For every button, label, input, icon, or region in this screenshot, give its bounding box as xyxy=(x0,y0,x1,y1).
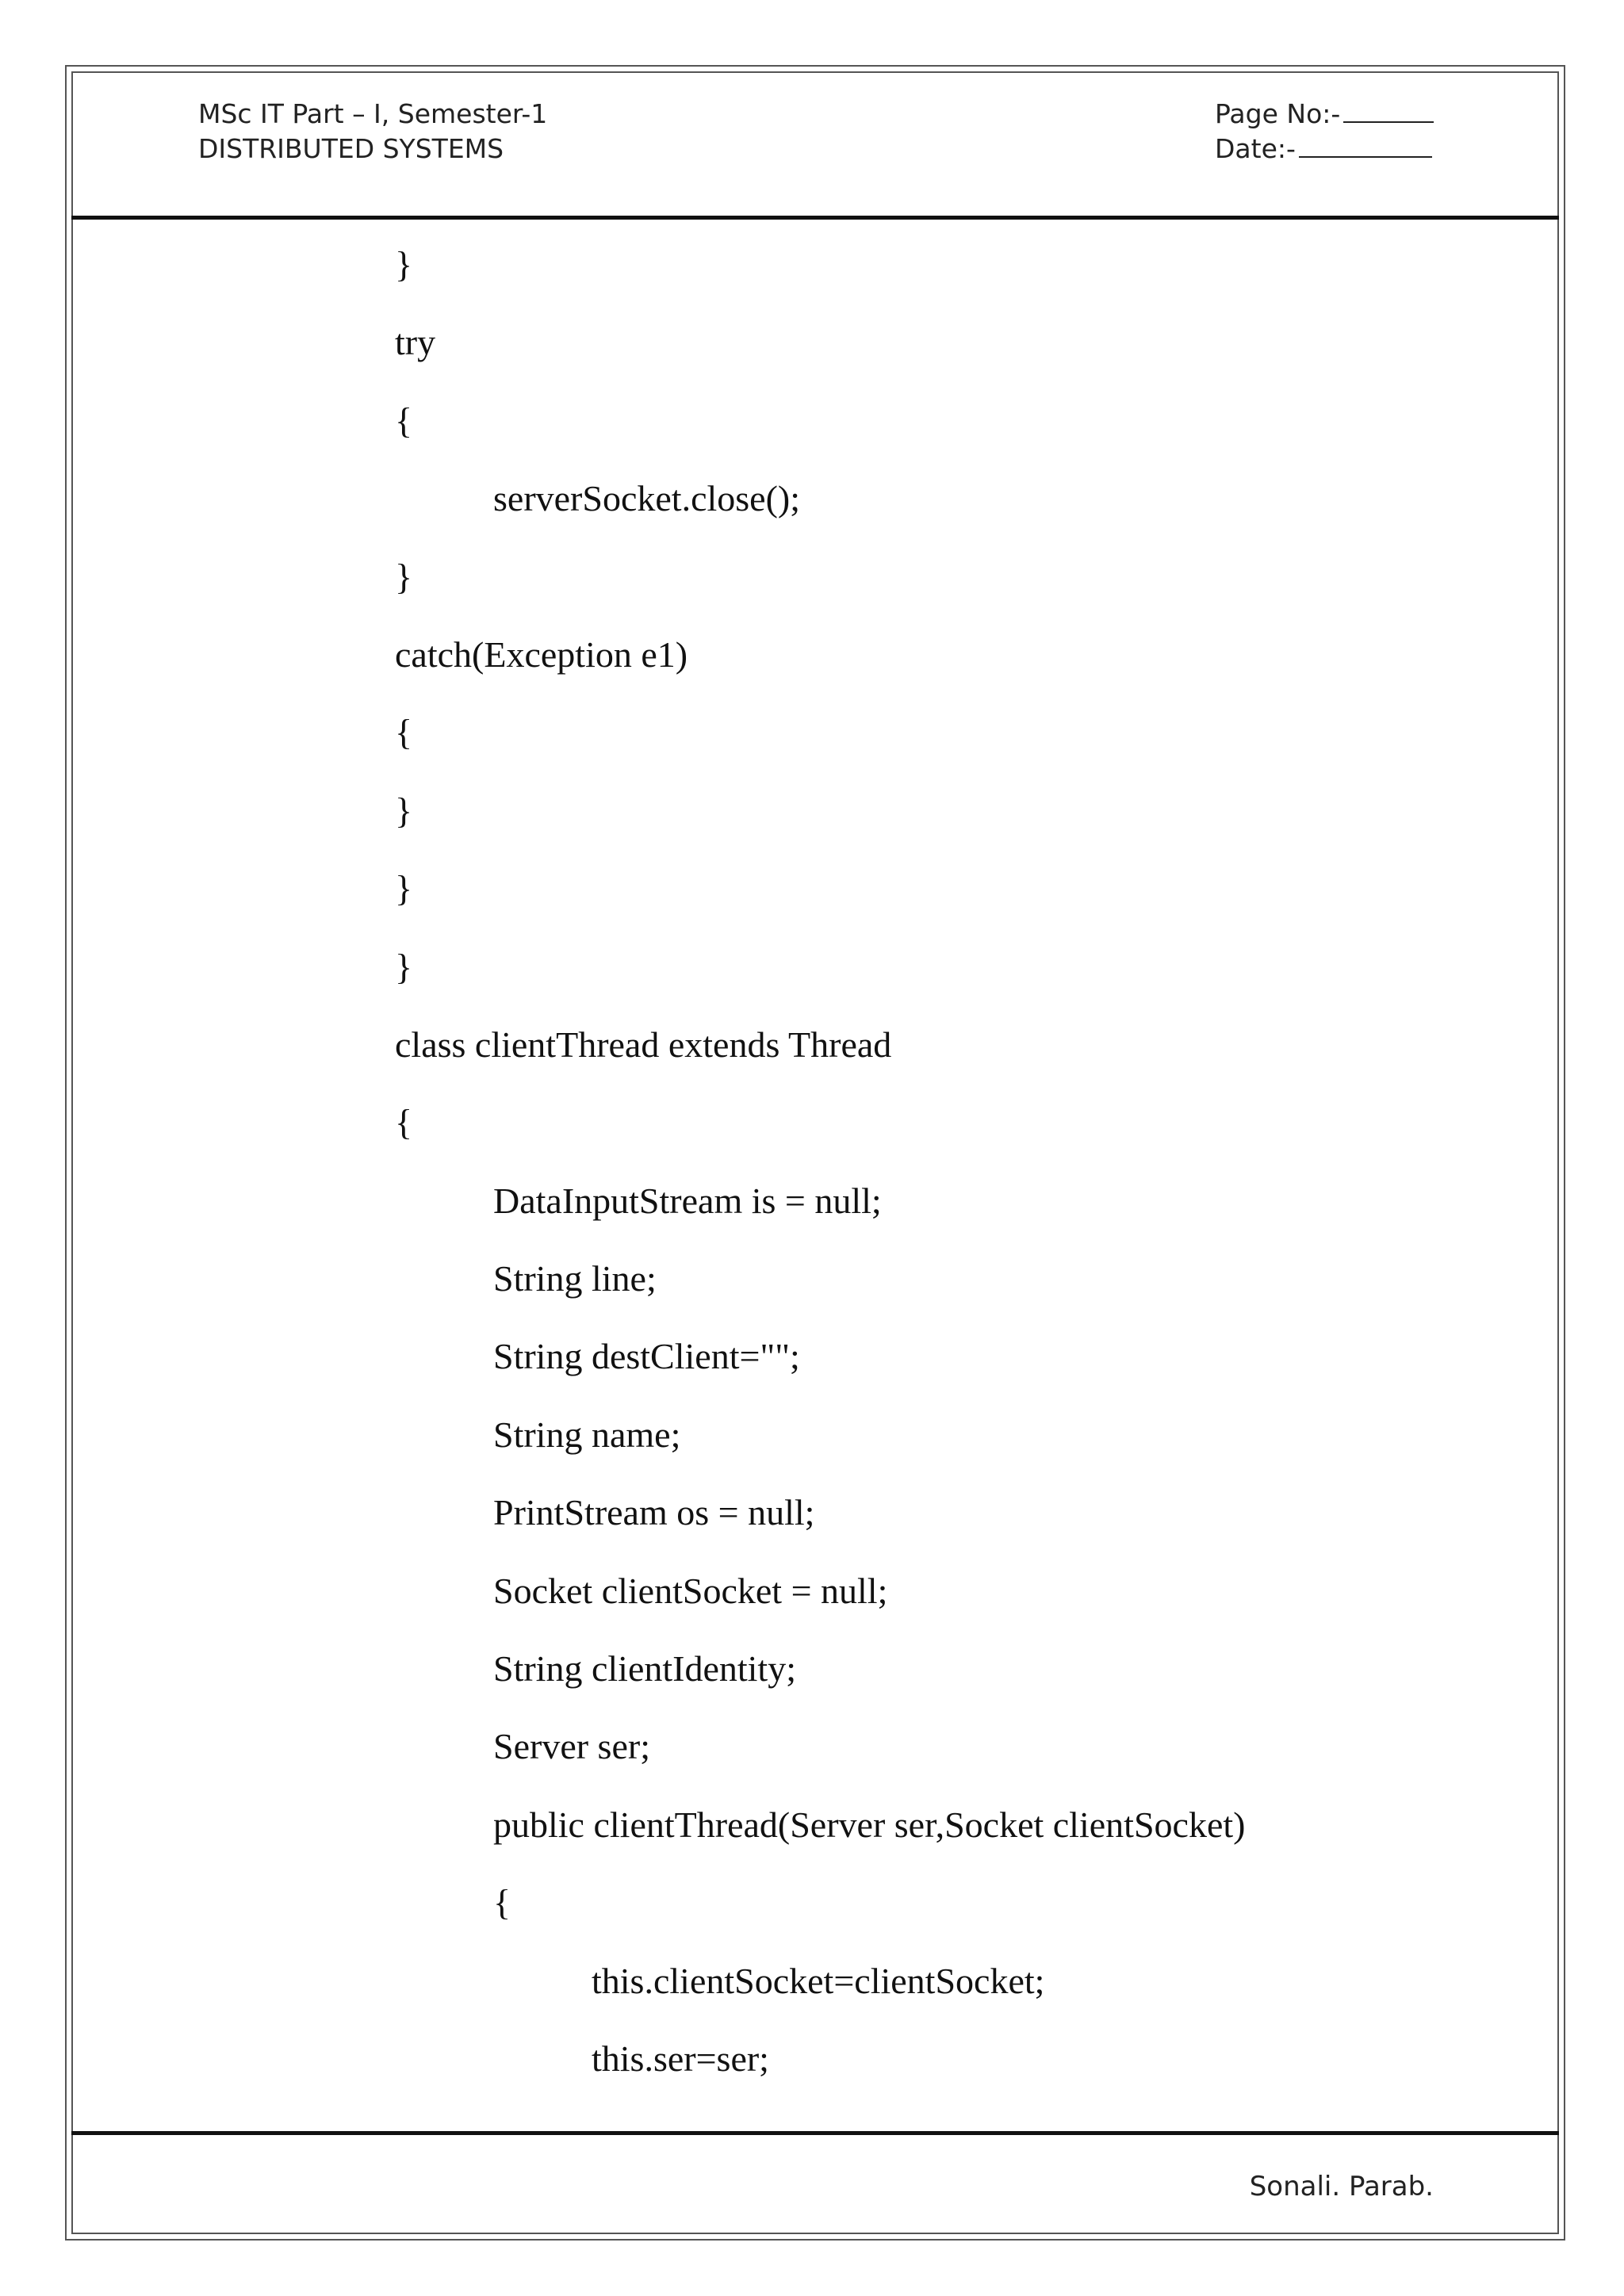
page-no-field xyxy=(1215,97,1434,132)
date-field xyxy=(1215,132,1434,166)
author-name: Sonali. Parab. xyxy=(1249,2171,1434,2202)
course-label: MSc IT Part – I, Semester-1 xyxy=(198,98,548,129)
code-line: { xyxy=(395,400,413,441)
code-line: catch(Exception e1) xyxy=(395,633,688,675)
code-line: DataInputStream is = null; xyxy=(493,1180,882,1221)
code-line: this.clientSocket=clientSocket; xyxy=(592,1960,1045,2001)
code-listing xyxy=(0,239,1624,2111)
code-line: String line; xyxy=(493,1258,657,1299)
date-blank xyxy=(1299,132,1432,158)
code-line: String clientIdentity; xyxy=(493,1648,796,1689)
page-no-blank xyxy=(1343,98,1434,123)
code-line: { xyxy=(395,1102,413,1143)
code-line: } xyxy=(395,556,413,597)
code-line: String destClient=""; xyxy=(493,1336,800,1377)
header-divider xyxy=(71,216,1559,220)
code-line: } xyxy=(395,868,413,909)
code-line: Server ser; xyxy=(493,1726,650,1767)
code-line: String name; xyxy=(493,1414,681,1455)
code-line: } xyxy=(395,790,413,831)
code-line: try xyxy=(395,322,436,363)
code-line: { xyxy=(395,712,413,753)
footer-divider xyxy=(71,2131,1559,2135)
code-line: Socket clientSocket = null; xyxy=(493,1570,888,1611)
code-line: PrintStream os = null; xyxy=(493,1492,815,1533)
code-line: this.ser=ser; xyxy=(592,2038,769,2079)
code-line: serverSocket.close(); xyxy=(493,478,801,519)
header-right xyxy=(1215,97,1434,166)
code-line: { xyxy=(493,1882,511,1923)
subject-label: DISTRIBUTED SYSTEMS xyxy=(198,133,504,164)
page-no-label: Page No:- xyxy=(1215,98,1341,129)
code-line: public clientThread(Server ser,Socket clientSocket) xyxy=(493,1804,1246,1845)
code-line: class clientThread extends Thread xyxy=(395,1024,892,1065)
header-left xyxy=(198,97,547,166)
date-label: Date:- xyxy=(1215,133,1296,164)
code-line: } xyxy=(395,946,413,987)
code-line: } xyxy=(395,244,413,285)
